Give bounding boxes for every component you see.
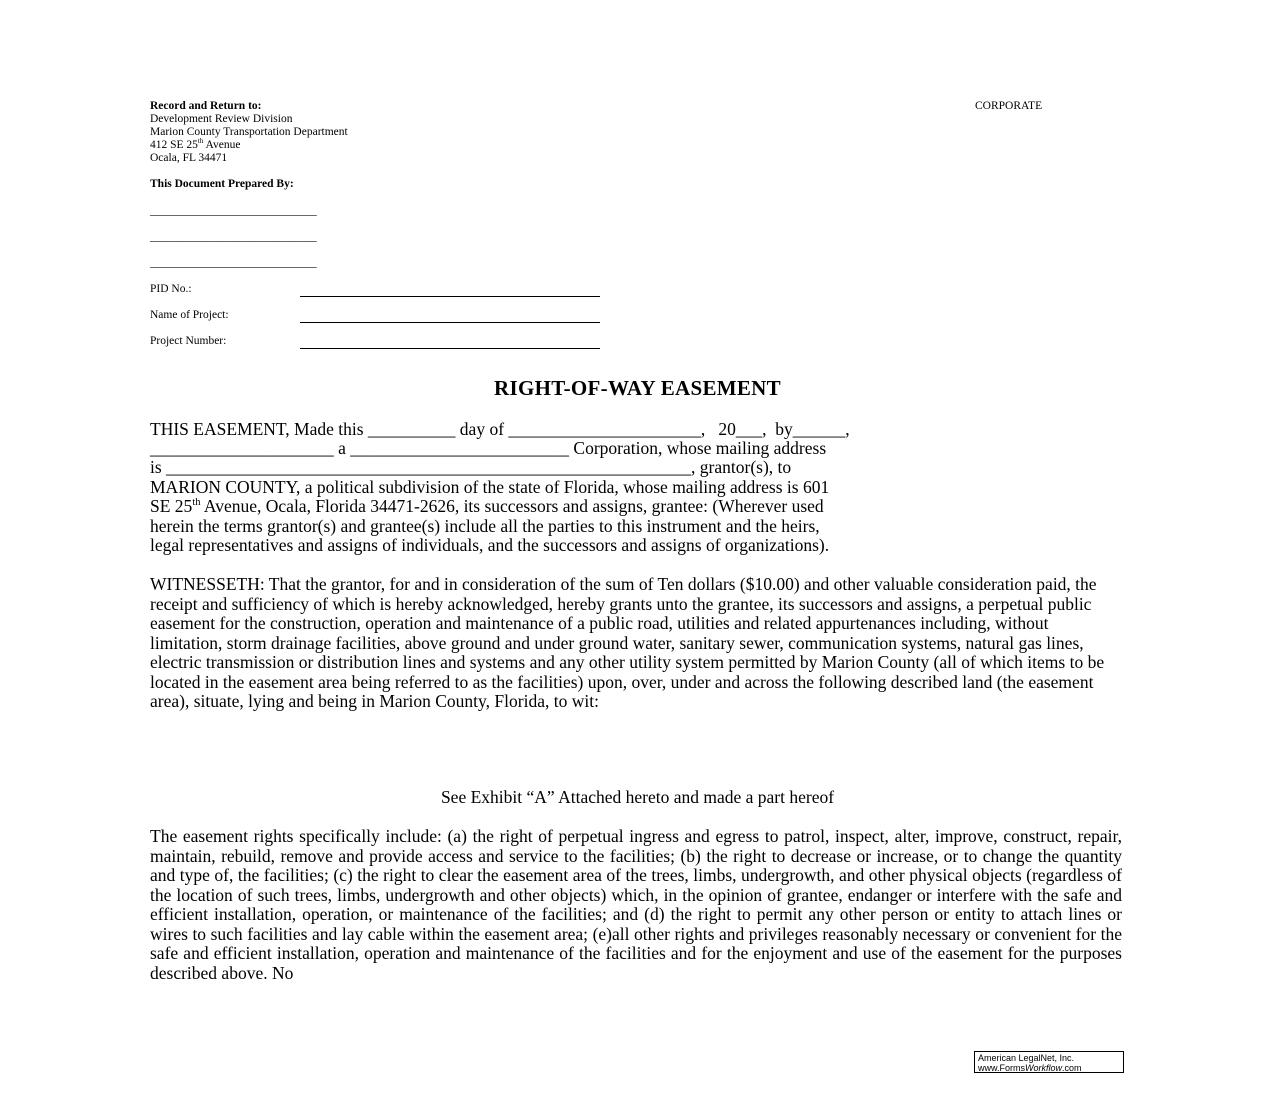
project-name-field[interactable] — [300, 322, 600, 323]
return-line-street: 412 SE 25th Avenue — [150, 138, 241, 151]
return-line-division: Development Review Division — [150, 113, 293, 125]
badge-line-2: www.FormsWorkflow.com — [978, 1063, 1082, 1073]
project-number-label: Project Number: — [150, 335, 227, 347]
document-title: RIGHT-OF-WAY EASEMENT — [494, 376, 781, 400]
exhibit-line: See Exhibit “A” Attached hereto and made a part hereof — [440, 787, 835, 807]
pid-label: PID No.: — [150, 283, 192, 295]
return-address-block — [150, 100, 348, 165]
prepared-by-line-1[interactable]: ______________________________ — [150, 205, 317, 217]
easement-line-7: legal representatives and assigns of individuals, and the successors and assigns of organizations). — [150, 535, 830, 555]
easement-line-4: MARION COUNTY, a political subdivision of the state of Florida, whose mailing address is 601 — [150, 477, 830, 497]
easement-line-5: SE 25th Avenue, Ocala, Florida 34471-2626, its successors and assigns, grantee: (Wherever used — [150, 496, 824, 516]
prepared-by-line-2[interactable]: ______________________________ — [150, 231, 317, 243]
prepared-by-label: This Document Prepared By: — [150, 178, 294, 190]
easement-line-6: herein the terms grantor(s) and grantee(s) include all the parties to this instrument and the heirs, — [150, 516, 820, 536]
return-title: Record and Return to: — [150, 100, 262, 112]
project-name-label: Name of Project: — [150, 309, 229, 321]
project-number-field[interactable] — [300, 348, 600, 349]
corporate-label: CORPORATE — [975, 100, 1043, 112]
easement-line-2: _____________________ a _________________________ Corporation, whose mailing address — [150, 438, 827, 458]
witnesseth-paragraph: WITNESSETH: That the grantor, for and in consideration of the sum of Ten dollars ($10.00) and other valuable consideration paid, the receipt and sufficiency of which is hereby acknowledged, hereby grants unto the grantee, its successors and assigns, a perpetual public easement for the construction, operation and maintenance of a public road, utilities and related appurtenances including, without limitation, storm drainage facilities, above ground and under ground water, sanitary sewer, communication systems, natural gas lines, electric transmission or distribution lines and systems and any other utility system permitted by Marion County (all of which items to be located in the easement area being referred to as the facilities) upon, over, under and across the following described land (the easement area), situate, lying and being in Marion County, Florida, to wit: — [150, 574, 1105, 711]
rights-paragraph: The easement rights specifically include: (a) the right of perpetual ingress and egress to patrol, inspect, alter, improve, construct, repair, maintain, rebuild, remove and provide access and service to the facilities; (b) the right to decrease or increase, or to change the quantity and type of, the facilities; (c) the right to clear the easement area of the trees, limbs, undergrowth, and other physical objects (regardless of the location of such trees, limbs, undergrowth and other objects) which, in the opinion of grantee, endanger or interfere with the safe and efficient installation, operation, or maintenance of the facilities; and (d) the right to permit any other person or entity to attach lines or wires to such facilities and lay cable within the easement area; (e)all other rights and privileges reasonably necessary or convenient for the safe and efficient installation, operation and maintenance of the facilities and for the enjoyment and use of the easement for the purposes described above. No — [150, 826, 1122, 983]
badge-line-1: American LegalNet, Inc. — [978, 1053, 1075, 1063]
american-legalnet-badge[interactable] — [974, 1051, 1124, 1073]
return-line-department: Marion County Transportation Department — [150, 126, 348, 138]
easement-line-3: is ____________________________________________________________, grantor(s), to — [150, 457, 792, 477]
pid-field[interactable] — [300, 296, 600, 297]
return-line-city: Ocala, FL 34471 — [150, 152, 228, 164]
prepared-by-line-3[interactable]: ______________________________ — [150, 257, 317, 269]
easement-line-1: THIS EASEMENT, Made this __________ day of ______________________, 20___, by______, — [150, 419, 850, 439]
